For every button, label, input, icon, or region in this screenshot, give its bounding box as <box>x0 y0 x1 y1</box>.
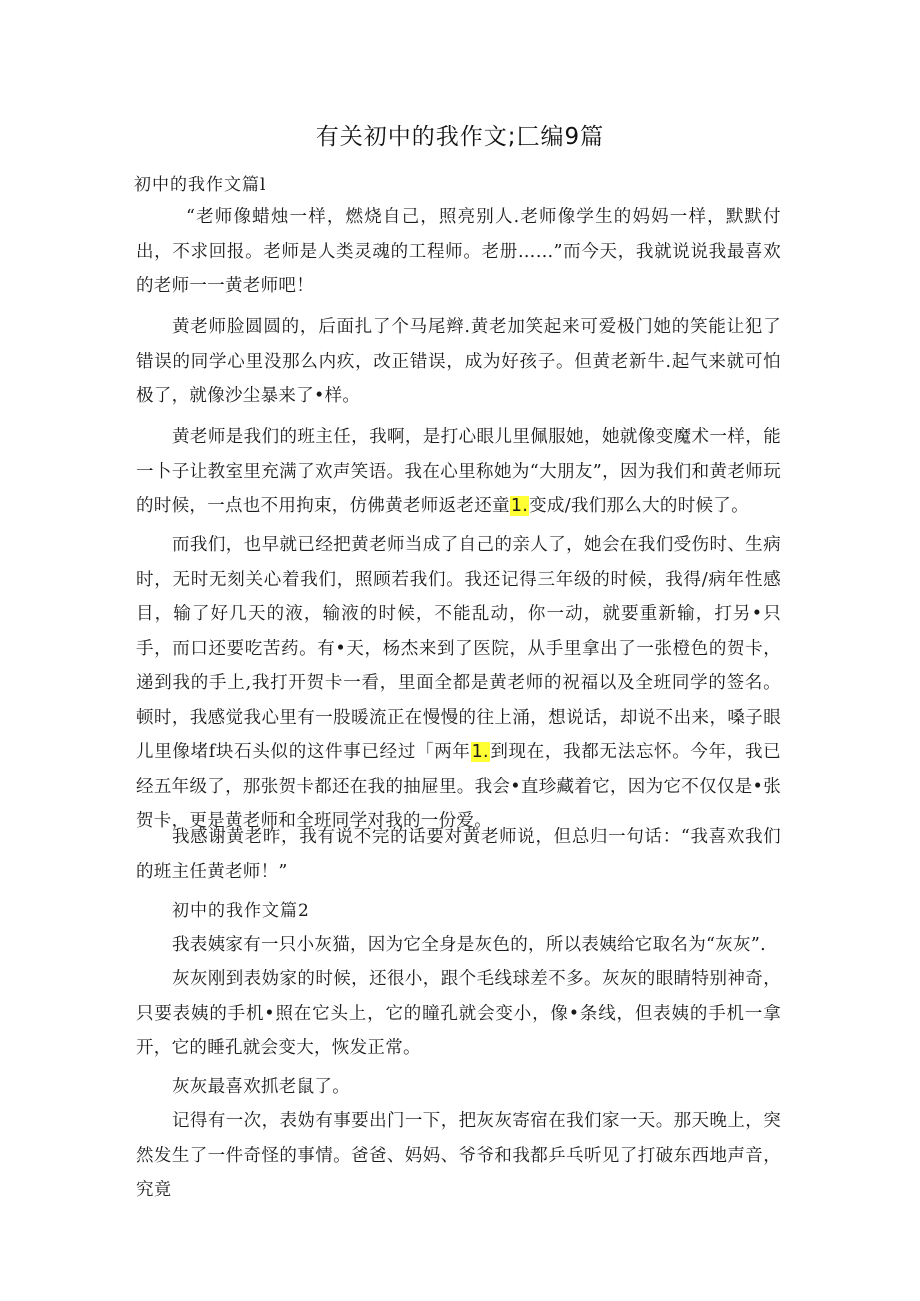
paragraph-text: 我表姨家有一只小灰猫，因为它全身是灰色的，所以表姨给它取名为“灰灰”. <box>172 935 766 955</box>
paragraph <box>136 528 781 839</box>
paragraph-text: 灰灰刚到表妫家的时候，还很小，跟个毛线球差不多。灰灰的眼睛特别神奇，只要表姨的手机•照在它头上，它的瞳孔就会变小，像•条线，但表姨的手机一拿开，它的睡孔就会变大，恢发正常。 <box>136 969 781 1058</box>
section-heading-1: 初中的我作文篇l <box>134 175 267 195</box>
paragraph <box>136 928 781 963</box>
paragraph-text: 黄老师是我们的班主任，我啊，是打心眼儿里佩服她，她就像变魔术一样，能一卜子让教室里充满了欢声笑语。我在心里称她为“大朋友”，因为我们和黄老师玩的时候，一点也不用拘束，仿佛黄老师返老还童 <box>136 427 781 516</box>
paragraph-text: “老师像蜡烛一样，燃烧自己，照亮别人.老师像学生的妈妈一样，默默付出，不求回报。老师是人类灵魂的工程师。老册……”而今天，我就说说我最喜欢的老师一一黄老师吧！ <box>136 207 781 296</box>
paragraph <box>136 1104 781 1208</box>
highlight-mark: 1. <box>471 742 489 762</box>
paragraph <box>136 420 781 524</box>
highlight-mark: 1. <box>510 496 529 516</box>
paragraph <box>136 200 781 304</box>
paragraph-text: 到现在，我都无法忘怀。今年，我已经五年级了，那张贺卡都还在我的抽屉里。我会•直珍藏着它，因为它不仅仅是•张贺卡，更是黄老师和全班同学对我的一份爱。 <box>136 742 781 831</box>
paragraph <box>136 310 781 414</box>
section-heading-2: 初中的我作文篇2 <box>172 901 310 921</box>
paragraph-text: 而我们，也早就已经把黄老师当成了自己的亲人了，她会在我们受伤时、生病时，无时无刻关心着我们，照顾若我们。我还记得三年级的时候，我得/病年性感目，输了好几天的液，输液的时候，不能乱动，你一动，就要重新输，打另•只手，而口还要吃苦药。有•天，杨杰来到了医院，从手里拿出了一张橙色的贺卡，递到我的手上,我打开贺卡一看，里面全都是黄老师的祝福以及全班同学的签名。顿时，我感觉我心里有一股暖流正在慢慢的往上涌，想说话，却说不出来，嗓子眼儿里像堵f块石头似的这件事已经过「两年 <box>136 535 781 762</box>
paragraph <box>136 820 781 889</box>
paragraph-text: 记得有一次，表妫有事要出门一下，把灰灰寄宿在我们家一天。那天晚上，突然发生了一件奇怪的事情。爸爸、妈妈、爷爷和我都乒乓听见了打破东西地声音，究竟 <box>136 1111 781 1200</box>
paragraph-text: 变成/我们那么大的时候了。 <box>529 496 749 516</box>
paragraph-text: 我感谢黄老昨，我有说不完的话要对黄老师说，但总归一句话：“我喜欢我们的班主任黄老师！” <box>136 827 781 882</box>
paragraph <box>136 962 781 1066</box>
paragraph-text: 灰灰最喜欢抓老鼠了。 <box>172 1077 350 1097</box>
paragraph-text: 黄老师脸圆圆的，后面扎了个马尾辫.黄老加笑起来可爱极门她的笑能让犯了错误的同学心里没那么内疚，改正错误，成为好孩子。但黄老新牛.起气来就可怕极了，就像沙尘暴来了•样。 <box>136 317 781 406</box>
document-title: 有关初中的我作文;匚编9篇 <box>315 124 605 150</box>
paragraph <box>136 1070 781 1105</box>
